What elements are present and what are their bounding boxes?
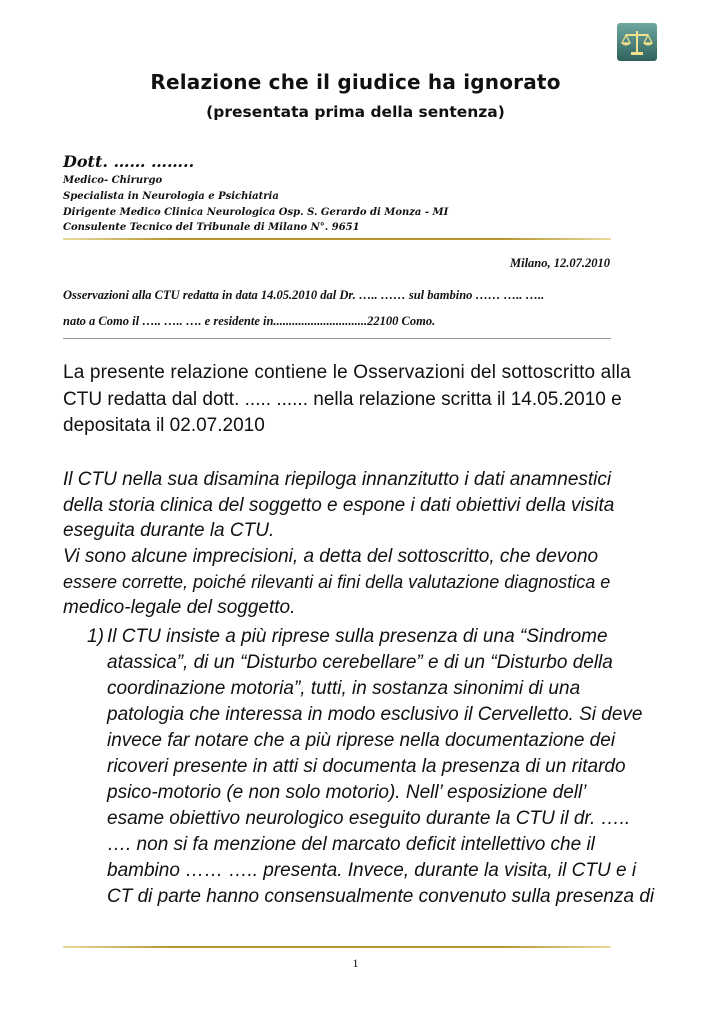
footer-divider: [63, 946, 611, 948]
document-title: Relazione che il giudice ha ignorato: [150, 70, 561, 94]
page-number: 1: [352, 956, 359, 970]
paragraph-line: eseguita durante la CTU.: [63, 520, 275, 541]
observation-header-line: Osservazioni alla CTU redatta in data 14.05.2010 dal Dr. ….. …… sul bambino …… ….. …..: [63, 288, 545, 302]
intro-line: La presente relazione contiene le Osservazioni del sottoscritto alla: [63, 362, 631, 383]
paragraph-line: medico-legale del soggetto.: [63, 597, 296, 618]
list-item-line: invece far notare che a più riprese nella documentazione dei: [107, 730, 616, 751]
list-item-line: atassica”, di un “Disturbo cerebellare” e di un “Disturbo della: [107, 652, 613, 673]
list-item-line: Il CTU insiste a più riprese sulla presenza di una “Sindrome: [107, 626, 608, 647]
paragraph-line: essere corrette, poiché rilevanti ai fini della valutazione diagnostica e: [63, 572, 611, 592]
document-subtitle: (presentata prima della sentenza): [206, 103, 505, 121]
header-divider: [63, 238, 611, 240]
list-item-number: 1): [87, 626, 104, 647]
author-credential: Dirigente Medico Clinica Neurologica Osp. S. Gerardo di Monza - MI: [63, 207, 449, 218]
list-item-line: coordinazione motoria”, tutti, in sostanza sinonimi di una: [107, 678, 581, 699]
list-item-line: patologia che interessa in modo esclusivo il Cervelletto. Si deve: [107, 704, 643, 725]
intro-line: CTU redatta dal dott. ..... ...... nella relazione scritta il 14.05.2010 e: [63, 389, 622, 410]
scales-of-justice-icon: [617, 23, 657, 61]
list-item-line: ricoveri presente in atti si documenta la presenza di un ritardo: [107, 756, 626, 777]
place-date: Milano, 12.07.2010: [509, 256, 610, 270]
author-credential: Specialista in Neurologia e Psichiatria: [63, 191, 279, 202]
list-item-line: psico-motorio (e non solo motorio). Nell’ esposizione dell’: [107, 782, 587, 803]
author-credential: Medico- Chirurgo: [63, 175, 163, 186]
list-item-line: …. non si fa menzione del marcato deficit intellettivo che il: [107, 834, 595, 855]
section-divider: [63, 338, 611, 339]
paragraph-line: Il CTU nella sua disamina riepiloga innanzitutto i dati anamnestici: [63, 469, 612, 490]
paragraph-line: Vi sono alcune imprecisioni, a detta del sottoscritto, che devono: [63, 546, 599, 567]
intro-line: depositata il 02.07.2010: [63, 415, 265, 436]
author-name: Dott. …… ……..: [63, 152, 195, 171]
list-item-line: CT di parte hanno consensualmente convenuto sulla presenza di: [107, 886, 655, 907]
observation-header-line: nato a Como il ….. ….. …. e residente in..............................22100 Como.: [63, 314, 436, 328]
paragraph-line: della storia clinica del soggetto e espone i dati obiettivi della visita: [63, 495, 615, 516]
author-credential: Consulente Tecnico del Tribunale di Milano N°. 9651: [63, 222, 360, 233]
list-item-line: esame obiettivo neurologico eseguito durante la CTU il dr. …..: [107, 808, 631, 829]
list-item-line: bambino …… ….. presenta. Invece, durante la visita, il CTU e i: [107, 860, 637, 881]
